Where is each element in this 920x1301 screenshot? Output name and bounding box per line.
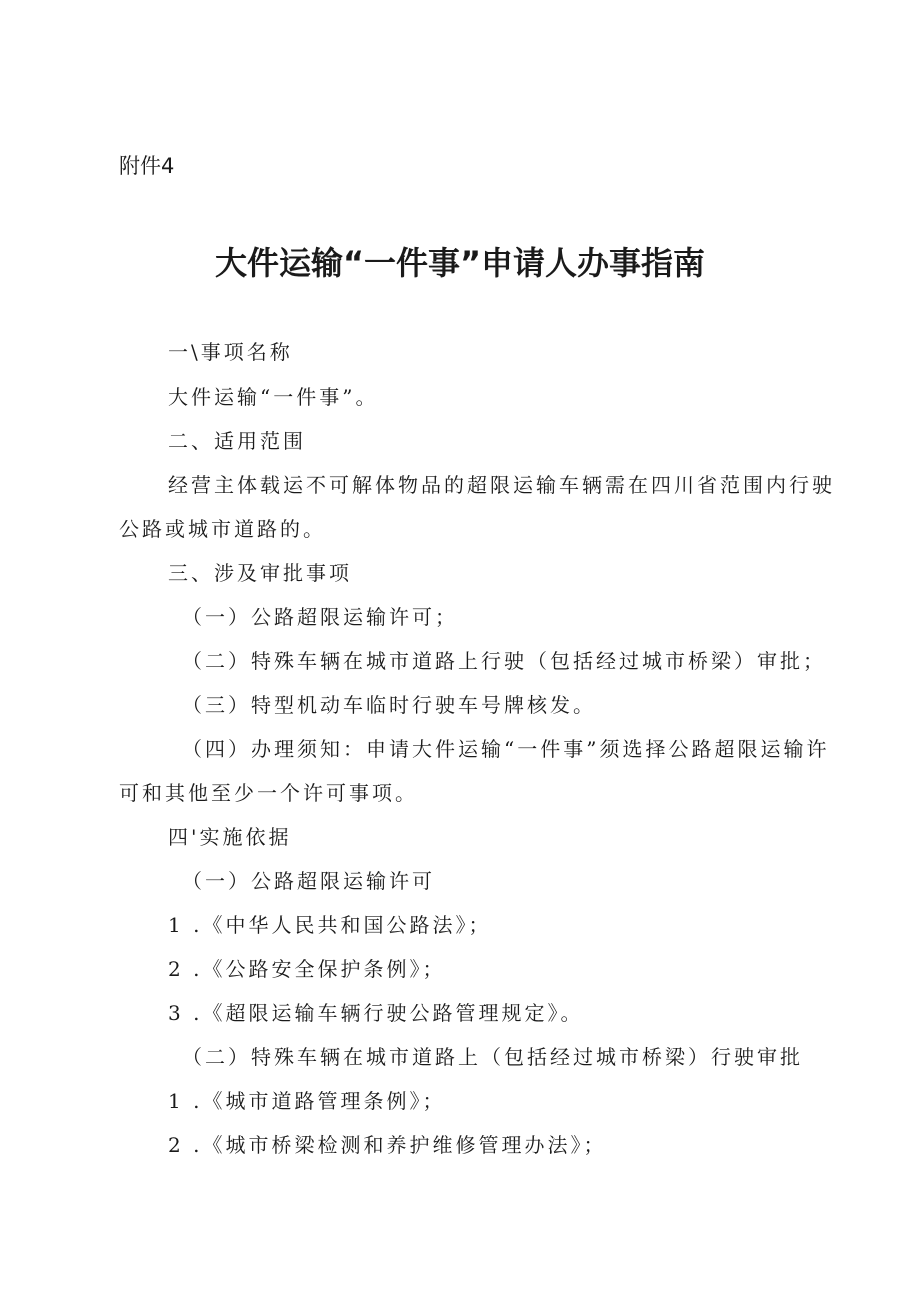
section-3-item-4-line-1: （四）办理须知：申请大件运输“一件事”须选择公路超限运输许 [182, 737, 830, 761]
section-1-heading: 一\事项名称 [168, 340, 293, 364]
section-2-text-line-1: 经营主体载运不可解体物品的超限运输车辆需在四川省范围内行驶 [168, 473, 835, 497]
section-4-sub-1-item-1: 1 .《中华人民共和国公路法》； [168, 913, 492, 937]
section-4-sub-1: （一）公路超限运输许可 [182, 869, 435, 893]
section-3-item-3: （三）特型机动车临时行驶车号牌核发。 [182, 693, 596, 717]
section-2-text-line-2: 公路或城市道路的。 [119, 517, 326, 541]
section-4-sub-1-item-3: 3 .《超限运输车辆行驶公路管理规定》。 [168, 1001, 584, 1025]
section-4-sub-2-item-2: 2 .《城市桥梁检测和养护维修管理办法》； [168, 1133, 607, 1157]
attachment-label: 附件4 [119, 154, 175, 178]
section-4-sub-2: （二）特殊车辆在城市道路上（包括经过城市桥梁）行驶审批 [182, 1045, 803, 1069]
section-3-heading: 三、涉及审批事项 [168, 561, 352, 585]
section-3-item-1: （一）公路超限运输许可； [182, 605, 458, 629]
section-4-sub-2-item-1: 1 .《城市道路管理条例》； [168, 1089, 446, 1113]
section-3-item-4-line-2: 可和其他至少一个许可事项。 [119, 781, 418, 805]
section-4-sub-1-item-2: 2 .《公路安全保护条例》； [168, 957, 446, 981]
page-title: 大件运输“一件事”申请人办事指南 [214, 244, 706, 282]
section-2-heading: 二、适用范围 [168, 429, 306, 453]
section-3-item-2: （二）特殊车辆在城市道路上行驶（包括经过城市桥梁）审批； [182, 649, 826, 673]
section-1-text: 大件运输“一件事”。 [168, 385, 379, 409]
section-4-heading: 四'实施依据 [168, 825, 292, 849]
